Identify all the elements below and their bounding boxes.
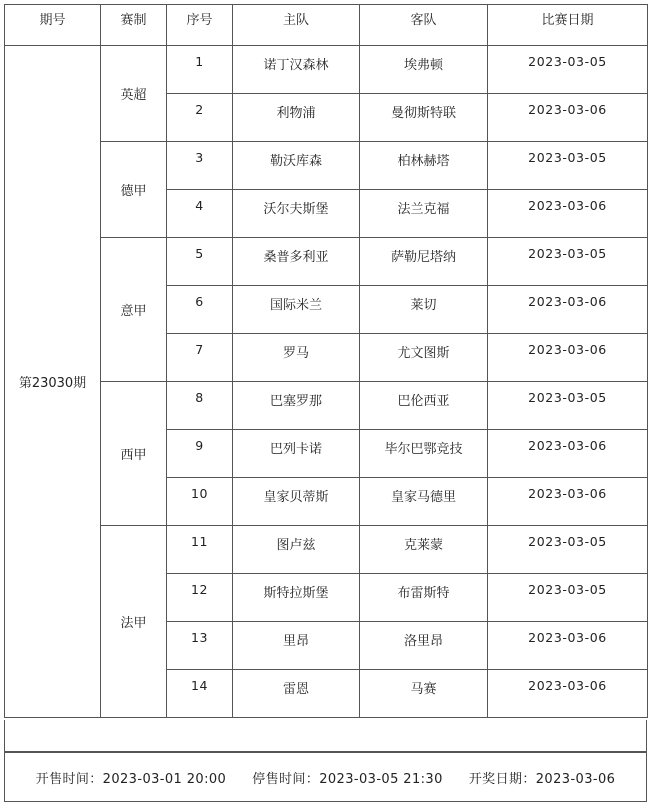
match-date-cell: 2023-03-06 [488,670,648,718]
match-date-cell: 2023-03-05 [488,574,648,622]
header-row [5,5,648,46]
header-away: 客队 [360,5,488,46]
away-team-cell: 尤文图斯 [360,334,488,382]
home-team-cell: 国际米兰 [233,286,360,334]
home-team-cell: 桑普多利亚 [233,238,360,286]
match-date-cell: 2023-03-06 [488,430,648,478]
seq-cell: 2 [167,94,233,142]
league-cell: 德甲 [101,142,167,238]
seq-cell: 5 [167,238,233,286]
issue-cell: 第23030期 [5,46,101,718]
sale-start-time: 开售时间：2023-03-01 20:00 [35,771,227,787]
away-team-cell: 毕尔巴鄂竞技 [360,430,488,478]
seq-cell: 14 [167,670,233,718]
away-team-cell: 克莱蒙 [360,526,488,574]
header-format: 赛制 [101,5,167,46]
home-team-cell: 里昂 [233,622,360,670]
seq-cell: 9 [167,430,233,478]
home-team-cell: 诺丁汉森林 [233,46,360,94]
match-date-cell: 2023-03-05 [488,526,648,574]
match-date-cell: 2023-03-06 [488,334,648,382]
match-date-cell: 2023-03-06 [488,94,648,142]
match-date-cell: 2023-03-06 [488,190,648,238]
header-home: 主队 [233,5,360,46]
away-team-cell: 柏林赫塔 [360,142,488,190]
seq-cell: 1 [167,46,233,94]
match-date-cell: 2023-03-05 [488,46,648,94]
header-issue: 期号 [5,5,101,46]
away-team-cell: 莱切 [360,286,488,334]
sale-info-footer [4,752,647,802]
seq-cell: 10 [167,478,233,526]
seq-cell: 12 [167,574,233,622]
away-team-cell: 法兰克福 [360,190,488,238]
seq-cell: 7 [167,334,233,382]
match-date-cell: 2023-03-05 [488,382,648,430]
away-team-cell: 埃弗顿 [360,46,488,94]
league-cell: 法甲 [101,526,167,718]
header-seq: 序号 [167,5,233,46]
seq-cell: 4 [167,190,233,238]
home-team-cell: 图卢兹 [233,526,360,574]
seq-cell: 13 [167,622,233,670]
home-team-cell: 雷恩 [233,670,360,718]
away-team-cell: 皇家马德里 [360,478,488,526]
away-team-cell: 马赛 [360,670,488,718]
home-team-cell: 巴列卡诺 [233,430,360,478]
table-row [5,382,648,430]
home-team-cell: 巴塞罗那 [233,382,360,430]
seq-cell: 8 [167,382,233,430]
match-date-cell: 2023-03-06 [488,478,648,526]
home-team-cell: 沃尔夫斯堡 [233,190,360,238]
schedule-table [4,4,648,718]
league-cell: 意甲 [101,238,167,382]
home-team-cell: 罗马 [233,334,360,382]
blank-row [4,720,647,752]
table-row [5,142,648,190]
away-team-cell: 曼彻斯特联 [360,94,488,142]
match-date-cell: 2023-03-06 [488,622,648,670]
draw-date: 开奖日期：2023-03-06 [468,771,616,787]
table-row [5,238,648,286]
match-date-cell: 2023-03-06 [488,286,648,334]
away-team-cell: 萨勒尼塔纳 [360,238,488,286]
seq-cell: 11 [167,526,233,574]
sale-stop-time: 停售时间：2023-03-05 21:30 [252,771,443,787]
header-date: 比赛日期 [488,5,648,46]
table-row [5,46,648,94]
match-date-cell: 2023-03-05 [488,142,648,190]
seq-cell: 6 [167,286,233,334]
league-cell: 西甲 [101,382,167,526]
home-team-cell: 利物浦 [233,94,360,142]
away-team-cell: 布雷斯特 [360,574,488,622]
home-team-cell: 勒沃库森 [233,142,360,190]
home-team-cell: 斯特拉斯堡 [233,574,360,622]
seq-cell: 3 [167,142,233,190]
away-team-cell: 巴伦西亚 [360,382,488,430]
table-row [5,526,648,574]
away-team-cell: 洛里昂 [360,622,488,670]
league-cell: 英超 [101,46,167,142]
match-date-cell: 2023-03-05 [488,238,648,286]
home-team-cell: 皇家贝蒂斯 [233,478,360,526]
